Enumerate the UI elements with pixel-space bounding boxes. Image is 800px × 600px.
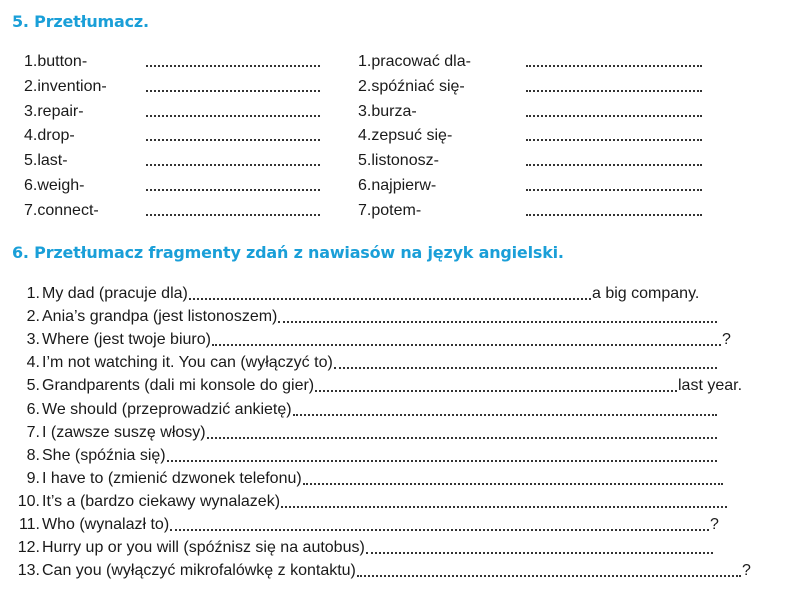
answer-blank[interactable] <box>189 298 591 300</box>
item-number: 4. <box>358 127 372 145</box>
item-number: 2. <box>358 77 372 95</box>
item-number: 1. <box>26 285 40 302</box>
answer-blank[interactable] <box>357 575 741 577</box>
sentence-prompt: Who (wynalazł to) <box>42 516 170 533</box>
vocab-item <box>24 50 87 74</box>
sentence-ending: ? <box>742 562 751 580</box>
vocab-item <box>358 124 452 148</box>
vocab-item <box>358 75 465 99</box>
item-number: 5. <box>26 377 40 395</box>
item-number: 10. <box>17 492 40 510</box>
answer-blank[interactable] <box>146 214 320 216</box>
vocab-item <box>24 100 84 124</box>
sentence-prompt: She (spóźnia się) <box>42 446 166 464</box>
item-number: 4. <box>26 354 40 372</box>
sentence-prompt: I have to (zmienić dzwonek telefonu) <box>42 469 302 487</box>
item-number: 7. <box>24 201 38 219</box>
answer-blank[interactable] <box>278 321 717 323</box>
item-number: 2. <box>24 77 38 95</box>
answer-blank[interactable] <box>281 506 727 508</box>
item-number: 6. <box>24 177 38 194</box>
vocab-item <box>24 199 99 223</box>
item-number: 5. <box>358 152 372 170</box>
vocab-word: repair- <box>37 102 84 120</box>
answer-blank[interactable] <box>526 164 702 166</box>
answer-blank[interactable] <box>146 164 320 166</box>
sentence-prompt: Where (jest twoje biuro) <box>42 331 211 349</box>
sentence-item <box>12 559 772 583</box>
item-number: 9. <box>26 469 40 487</box>
answer-blank[interactable] <box>526 189 702 191</box>
vocab-word: listonosz- <box>371 152 439 170</box>
item-number: 1. <box>24 53 38 70</box>
sentence-ending: ? <box>722 331 731 349</box>
section-5-title: 5. Przetłumacz. <box>12 12 149 31</box>
sentence-item <box>12 421 772 445</box>
item-number: 6. <box>358 177 372 194</box>
sentence-item <box>12 467 772 491</box>
sentence-item <box>12 398 772 422</box>
answer-blank[interactable] <box>526 214 702 216</box>
vocab-item <box>24 75 107 99</box>
item-number: 12. <box>17 539 40 557</box>
vocab-word: last- <box>37 152 68 170</box>
sentence-ending: last year. <box>678 377 743 395</box>
sentence-item <box>12 351 772 375</box>
item-number: 3. <box>24 102 38 120</box>
item-number: 7. <box>26 423 40 441</box>
vocab-word: potem- <box>371 201 422 219</box>
answer-blank[interactable] <box>366 552 713 554</box>
sentence-prompt: We should (przeprowadzić ankietę) <box>42 400 292 418</box>
item-number: 8. <box>26 446 40 464</box>
answer-blank[interactable] <box>207 437 717 439</box>
sentence-item <box>12 513 772 537</box>
item-number: 2. <box>26 308 40 326</box>
sentence-prompt: It’s a (bardzo ciekawy wynalazek) <box>42 492 281 510</box>
item-number: 7. <box>358 201 372 219</box>
vocab-word: connect- <box>37 201 99 219</box>
vocab-item <box>358 50 471 74</box>
answer-blank[interactable] <box>293 414 717 416</box>
vocab-word: zepsuć się- <box>371 127 453 145</box>
vocab-item <box>358 100 417 124</box>
sentence-ending: a big company. <box>592 285 700 302</box>
vocab-item <box>358 174 436 198</box>
sentence-prompt: Ania’s grandpa (jest listonoszem) <box>42 308 278 326</box>
vocab-word: pracować dla- <box>371 53 471 70</box>
item-number: 4. <box>24 127 38 145</box>
sentence-prompt: Can you (wyłączyć mikrofalówkę z kontaktu) <box>42 562 356 580</box>
vocab-word: najpierw- <box>371 177 437 194</box>
answer-blank[interactable] <box>303 483 723 485</box>
answer-blank[interactable] <box>334 367 717 369</box>
answer-blank[interactable] <box>526 139 702 141</box>
vocab-item <box>24 174 84 198</box>
vocab-item <box>358 199 421 223</box>
vocab-word: drop- <box>37 127 75 145</box>
answer-blank[interactable] <box>167 460 717 462</box>
vocab-word: invention- <box>37 77 107 95</box>
answer-blank[interactable] <box>526 90 702 92</box>
sentence-prompt: I’m not watching it. You can (wyłączyć to) <box>42 354 333 372</box>
answer-blank[interactable] <box>526 65 702 67</box>
answer-blank[interactable] <box>146 65 320 67</box>
vocab-word: spóźniać się- <box>371 77 465 95</box>
answer-blank[interactable] <box>526 115 702 117</box>
sentence-item <box>12 328 772 352</box>
sentence-item <box>12 490 772 514</box>
section-6-title: 6. Przetłumacz fragmenty zdań z nawiasów na język angielski. <box>12 243 564 262</box>
answer-blank[interactable] <box>170 529 709 531</box>
vocab-word: button- <box>37 53 88 70</box>
item-number: 3. <box>358 102 372 120</box>
item-number: 3. <box>26 331 40 349</box>
item-number: 6. <box>26 400 40 418</box>
sentence-item <box>12 282 772 306</box>
sentence-item <box>12 374 772 398</box>
answer-blank[interactable] <box>146 115 320 117</box>
item-number: 11. <box>18 516 40 533</box>
sentence-prompt: I (zawsze suszę włosy) <box>42 423 206 441</box>
sentence-item <box>12 305 772 329</box>
answer-blank[interactable] <box>146 139 320 141</box>
vocab-item <box>24 149 68 173</box>
answer-blank[interactable] <box>315 390 677 392</box>
sentence-ending: ? <box>710 516 719 533</box>
answer-blank[interactable] <box>146 90 320 92</box>
vocab-word: weigh- <box>37 177 85 194</box>
vocab-item <box>358 149 439 173</box>
vocab-item <box>24 124 75 148</box>
sentence-item <box>12 536 772 560</box>
sentence-prompt: Grandparents (dali mi konsole do gier) <box>42 377 315 395</box>
answer-blank[interactable] <box>146 189 320 191</box>
sentence-prompt: My dad (pracuje dla) <box>42 285 188 302</box>
answer-blank[interactable] <box>212 344 721 346</box>
sentence-item <box>12 444 772 468</box>
item-number: 13. <box>17 562 40 580</box>
item-number: 5. <box>24 152 38 170</box>
vocab-word: burza- <box>371 102 417 120</box>
item-number: 1. <box>358 53 372 70</box>
sentence-prompt: Hurry up or you will (spóźnisz się na autobus) <box>42 539 365 557</box>
